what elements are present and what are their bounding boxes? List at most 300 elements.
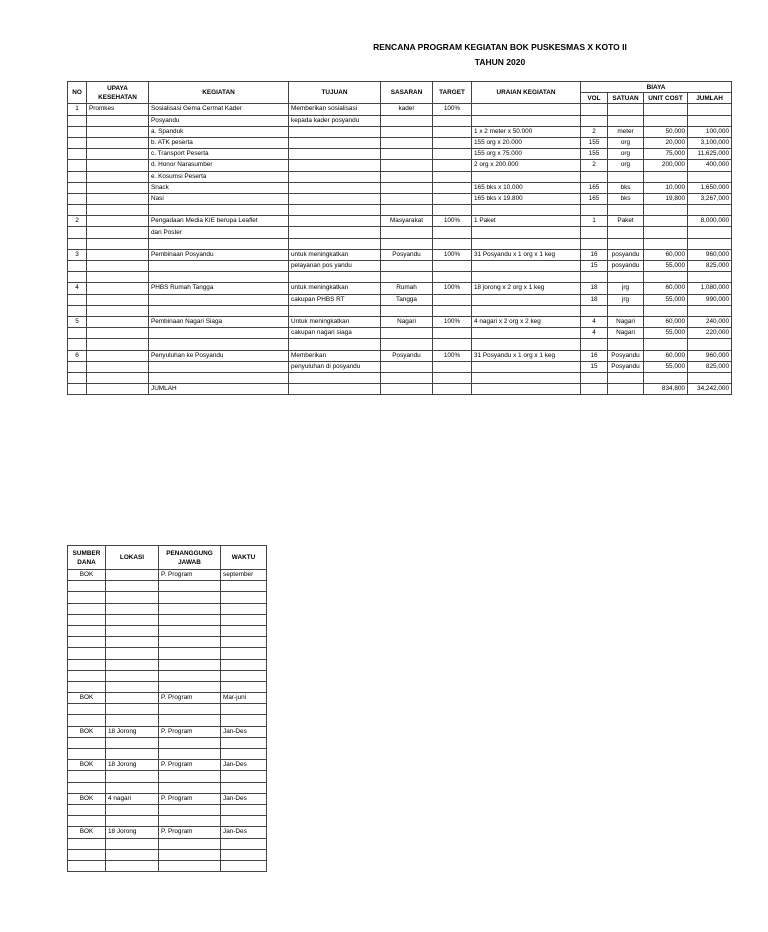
cell-unit-cost — [644, 339, 688, 350]
cell-target — [433, 227, 472, 238]
cell-penanggung-jawab — [159, 681, 221, 692]
cell-sasaran — [381, 238, 433, 249]
cell-penanggung-jawab — [159, 804, 221, 815]
table-row — [68, 704, 267, 715]
cell-sasaran: Rumah — [381, 283, 433, 294]
cell-tujuan — [289, 137, 381, 148]
cell-uraian: 4 nagari x 2 org x 2 keg — [472, 316, 581, 327]
cell-vol — [581, 238, 608, 249]
cell-sumber-dana — [68, 670, 106, 681]
cell-lokasi: 4 nagari — [106, 793, 159, 804]
cell-sasaran — [381, 227, 433, 238]
cell-uraian: 2 org x 200.000 — [472, 160, 581, 171]
cell-tujuan — [289, 216, 381, 227]
table-row — [68, 637, 267, 648]
cell-satuan: org — [608, 149, 644, 160]
table-row — [68, 625, 267, 636]
cell-sumber-dana: BOK — [68, 693, 106, 704]
cell-satuan — [608, 339, 644, 350]
cell-no: 6 — [68, 350, 87, 361]
table-row — [68, 693, 267, 704]
cell-upaya — [87, 205, 149, 216]
cell-kegiatan: PHBS Rumah Tangga — [149, 283, 289, 294]
cell-penanggung-jawab — [159, 838, 221, 849]
header-uraian: URAIAN KEGIATAN — [472, 82, 581, 104]
header-kegiatan: KEGIATAN — [149, 82, 289, 104]
cell-jumlah: 1,080,000 — [688, 283, 732, 294]
cell-upaya — [87, 115, 149, 126]
header-satuan: SATUAN — [608, 93, 644, 104]
cell-tujuan: Memberikan sosialisasi — [289, 104, 381, 115]
cell-uraian — [472, 205, 581, 216]
header-penanggung-jawab: PENANGGUNG JAWAB — [159, 546, 221, 570]
table-row — [68, 726, 267, 737]
table-row — [68, 193, 732, 204]
table-row — [68, 361, 732, 372]
table-row — [68, 283, 732, 294]
cell-vol: 155 — [581, 149, 608, 160]
cell-kegiatan: Pembinaan Nagari Siaga — [149, 316, 289, 327]
cell-target — [433, 182, 472, 193]
cell-lokasi — [106, 614, 159, 625]
cell-jumlah: 8,000,000 — [688, 216, 732, 227]
cell-kegiatan: e. Kosumsi Peserta — [149, 171, 289, 182]
cell-uraian — [472, 384, 581, 395]
cell-target — [433, 126, 472, 137]
cell-upaya — [87, 372, 149, 383]
cell-waktu — [221, 592, 267, 603]
document-year: TAHUN 2020 — [474, 57, 526, 67]
cell-target — [433, 305, 472, 316]
cell-satuan: Posyandu — [608, 350, 644, 361]
cell-kegiatan: dan Poster — [149, 227, 289, 238]
cell-tujuan: Untuk meningkatkan — [289, 316, 381, 327]
cell-kegiatan — [149, 272, 289, 283]
cell-target — [433, 261, 472, 272]
cell-uraian: 31 Posyandu x 1 org x 1 keg — [472, 350, 581, 361]
cell-uraian: 165 bks x 10.000 — [472, 182, 581, 193]
cell-upaya — [87, 350, 149, 361]
cell-tujuan — [289, 205, 381, 216]
cell-waktu — [221, 749, 267, 760]
table-row — [68, 737, 267, 748]
cell-lokasi — [106, 804, 159, 815]
cell-upaya — [87, 261, 149, 272]
cell-penanggung-jawab: P. Program — [159, 760, 221, 771]
cell-kegiatan: Posyandu — [149, 115, 289, 126]
cell-lokasi: 18 Jorong — [106, 726, 159, 737]
cell-kegiatan — [149, 205, 289, 216]
cell-satuan — [608, 384, 644, 395]
cell-vol: 15 — [581, 261, 608, 272]
cell-waktu — [221, 771, 267, 782]
cell-sasaran — [381, 115, 433, 126]
cell-lokasi — [106, 737, 159, 748]
cell-uraian — [472, 372, 581, 383]
cell-kegiatan — [149, 339, 289, 350]
cell-jumlah: 240,000 — [688, 316, 732, 327]
cell-tujuan — [289, 171, 381, 182]
cell-waktu — [221, 704, 267, 715]
table-row — [68, 782, 267, 793]
table-row — [68, 261, 732, 272]
cell-unit-cost: 10,000 — [644, 182, 688, 193]
cell-upaya — [87, 294, 149, 305]
cell-upaya — [87, 384, 149, 395]
table-row — [68, 715, 267, 726]
cell-upaya — [87, 216, 149, 227]
cell-sasaran — [381, 328, 433, 339]
cell-no — [68, 227, 87, 238]
cell-penanggung-jawab — [159, 771, 221, 782]
cell-vol — [581, 384, 608, 395]
table-row — [68, 238, 732, 249]
cell-sumber-dana — [68, 804, 106, 815]
cell-upaya — [87, 249, 149, 260]
cell-target — [433, 160, 472, 171]
cell-target — [433, 238, 472, 249]
cell-satuan: meter — [608, 126, 644, 137]
cell-no — [68, 126, 87, 137]
cell-satuan: org — [608, 160, 644, 171]
cell-sumber-dana — [68, 592, 106, 603]
cell-satuan: Posyandu — [608, 361, 644, 372]
cell-vol: 18 — [581, 294, 608, 305]
cell-upaya — [87, 283, 149, 294]
cell-no — [68, 272, 87, 283]
table-row — [68, 126, 732, 137]
cell-lokasi — [106, 670, 159, 681]
cell-tujuan — [289, 238, 381, 249]
cell-sasaran: Masyarakat — [381, 216, 433, 227]
table-row — [68, 328, 732, 339]
cell-uraian: 155 org x 20.000 — [472, 137, 581, 148]
cell-tujuan: Memberikan — [289, 350, 381, 361]
table-row — [68, 614, 267, 625]
cell-kegiatan: d. Honor Narasumber — [149, 160, 289, 171]
cell-upaya — [87, 339, 149, 350]
cell-unit-cost — [644, 305, 688, 316]
cell-tujuan — [289, 305, 381, 316]
table-row — [68, 305, 732, 316]
cell-waktu — [221, 838, 267, 849]
cell-target: 100% — [433, 104, 472, 115]
table-row — [68, 659, 267, 670]
cell-lokasi — [106, 849, 159, 860]
cell-sumber-dana — [68, 648, 106, 659]
cell-tujuan — [289, 339, 381, 350]
cell-no — [68, 339, 87, 350]
cell-vol — [581, 305, 608, 316]
cell-jumlah — [688, 339, 732, 350]
cell-uraian: 1 x 2 meter x 50.000 — [472, 126, 581, 137]
cell-kegiatan — [149, 238, 289, 249]
cell-waktu — [221, 614, 267, 625]
table-row — [68, 227, 732, 238]
table-row — [68, 681, 267, 692]
cell-kegiatan: a. Spanduk — [149, 126, 289, 137]
cell-uraian — [472, 104, 581, 115]
cell-waktu — [221, 659, 267, 670]
cell-tujuan — [289, 227, 381, 238]
cell-jumlah: 825,000 — [688, 361, 732, 372]
cell-target — [433, 384, 472, 395]
cell-jumlah: 990,000 — [688, 294, 732, 305]
cell-upaya — [87, 160, 149, 171]
cell-no — [68, 137, 87, 148]
cell-sumber-dana — [68, 625, 106, 636]
cell-no — [68, 294, 87, 305]
cell-lokasi — [106, 704, 159, 715]
cell-waktu — [221, 648, 267, 659]
cell-uraian: 31 Posyandu x 1 org x 1 keg — [472, 249, 581, 260]
cell-vol — [581, 115, 608, 126]
cell-satuan — [608, 305, 644, 316]
cell-sumber-dana — [68, 659, 106, 670]
cell-sasaran — [381, 182, 433, 193]
cell-jumlah — [688, 238, 732, 249]
cell-no — [68, 182, 87, 193]
cell-vol: 16 — [581, 249, 608, 260]
cell-satuan — [608, 227, 644, 238]
cell-waktu — [221, 849, 267, 860]
cell-sumber-dana — [68, 715, 106, 726]
cell-waktu — [221, 625, 267, 636]
cell-sumber-dana — [68, 614, 106, 625]
cell-jumlah: 34,242,000 — [688, 384, 732, 395]
cell-upaya — [87, 238, 149, 249]
cell-no — [68, 261, 87, 272]
table-row — [68, 816, 267, 827]
cell-sumber-dana — [68, 849, 106, 860]
cell-vol: 155 — [581, 137, 608, 148]
cell-no — [68, 361, 87, 372]
cell-target: 100% — [433, 249, 472, 260]
cell-vol: 18 — [581, 283, 608, 294]
cell-unit-cost — [644, 205, 688, 216]
table-row — [68, 760, 267, 771]
cell-upaya — [87, 193, 149, 204]
cell-tujuan: penyuluhan di posyandu — [289, 361, 381, 372]
cell-unit-cost: 200,000 — [644, 160, 688, 171]
table-row — [68, 648, 267, 659]
table-row — [68, 749, 267, 760]
cell-vol — [581, 339, 608, 350]
cell-lokasi — [106, 838, 159, 849]
cell-vol: 16 — [581, 350, 608, 361]
cell-satuan: Paket — [608, 216, 644, 227]
cell-unit-cost: 60,000 — [644, 316, 688, 327]
cell-unit-cost: 50,000 — [644, 126, 688, 137]
cell-vol — [581, 205, 608, 216]
table-row — [68, 793, 267, 804]
cell-uraian — [472, 272, 581, 283]
cell-unit-cost: 20,000 — [644, 137, 688, 148]
cell-unit-cost: 60,000 — [644, 283, 688, 294]
table-row — [68, 350, 732, 361]
cell-satuan: jrg — [608, 294, 644, 305]
cell-sumber-dana: BOK — [68, 793, 106, 804]
cell-lokasi — [106, 782, 159, 793]
cell-lokasi — [106, 592, 159, 603]
cell-jumlah: 3,267,000 — [688, 193, 732, 204]
cell-lokasi — [106, 637, 159, 648]
table-row — [68, 339, 732, 350]
cell-upaya — [87, 316, 149, 327]
header-lokasi: LOKASI — [106, 546, 159, 570]
cell-tujuan — [289, 160, 381, 171]
table-row — [68, 827, 267, 838]
cell-lokasi — [106, 570, 159, 581]
cell-target — [433, 372, 472, 383]
cell-waktu — [221, 637, 267, 648]
table-row — [68, 272, 732, 283]
cell-unit-cost — [644, 238, 688, 249]
cell-penanggung-jawab — [159, 637, 221, 648]
cell-penanggung-jawab — [159, 625, 221, 636]
cell-no: 5 — [68, 316, 87, 327]
cell-penanggung-jawab — [159, 659, 221, 670]
cell-jumlah — [688, 227, 732, 238]
cell-tujuan — [289, 182, 381, 193]
cell-target — [433, 171, 472, 182]
cell-penanggung-jawab — [159, 715, 221, 726]
table-row — [68, 115, 732, 126]
cell-jumlah — [688, 205, 732, 216]
cell-target: 100% — [433, 216, 472, 227]
cell-lokasi — [106, 860, 159, 871]
cell-jumlah: 825,000 — [688, 261, 732, 272]
cell-satuan: bks — [608, 193, 644, 204]
cell-kegiatan: Sosialisasi Gema Cermat Kader — [149, 104, 289, 115]
cell-penanggung-jawab — [159, 648, 221, 659]
cell-target — [433, 137, 472, 148]
cell-vol — [581, 171, 608, 182]
cell-sasaran — [381, 171, 433, 182]
table-row — [68, 849, 267, 860]
cell-vol: 165 — [581, 182, 608, 193]
cell-sumber-dana — [68, 681, 106, 692]
cell-satuan — [608, 171, 644, 182]
table-row — [68, 294, 732, 305]
cell-waktu — [221, 715, 267, 726]
table-row — [68, 149, 732, 160]
table-row — [68, 137, 732, 148]
table-row — [68, 860, 267, 871]
cell-kegiatan: Pengadaan Media KIE berupa Leaflet — [149, 216, 289, 227]
cell-satuan — [608, 238, 644, 249]
table-row — [68, 182, 732, 193]
cell-lokasi: 18 Jorong — [106, 760, 159, 771]
cell-upaya — [87, 227, 149, 238]
cell-no — [68, 193, 87, 204]
table-row — [68, 372, 732, 383]
cell-upaya: Promkes — [87, 104, 149, 115]
cell-jumlah — [688, 115, 732, 126]
cell-lokasi: 18 Jorong — [106, 827, 159, 838]
cell-tujuan — [289, 193, 381, 204]
cell-vol: 15 — [581, 361, 608, 372]
cell-penanggung-jawab — [159, 581, 221, 592]
cell-no — [68, 160, 87, 171]
cell-lokasi — [106, 749, 159, 760]
cell-no — [68, 328, 87, 339]
cell-no: 4 — [68, 283, 87, 294]
header-no: NO — [68, 82, 87, 104]
cell-lokasi — [106, 771, 159, 782]
cell-tujuan — [289, 272, 381, 283]
cell-sasaran — [381, 193, 433, 204]
cell-upaya — [87, 328, 149, 339]
cell-kegiatan — [149, 328, 289, 339]
cell-vol — [581, 227, 608, 238]
cell-upaya — [87, 272, 149, 283]
cell-penanggung-jawab: P. Program — [159, 827, 221, 838]
cell-waktu: Jan-Des — [221, 726, 267, 737]
table-row — [68, 160, 732, 171]
table-row — [68, 249, 732, 260]
cell-uraian — [472, 238, 581, 249]
cell-satuan: org — [608, 137, 644, 148]
cell-penanggung-jawab: P. Program — [159, 693, 221, 704]
cell-satuan — [608, 272, 644, 283]
cell-lokasi — [106, 648, 159, 659]
table-row — [68, 603, 267, 614]
cell-kegiatan: Penyuluhan ke Posyandu — [149, 350, 289, 361]
table-row — [68, 592, 267, 603]
cell-satuan: Nagari — [608, 316, 644, 327]
cell-tujuan: pelayanan pos yandu — [289, 261, 381, 272]
cell-uraian: 18 jorong x 2 org x 1 keg — [472, 283, 581, 294]
table-row — [68, 570, 267, 581]
cell-tujuan — [289, 384, 381, 395]
cell-tujuan: kepada kader posyandu — [289, 115, 381, 126]
table-row — [68, 316, 732, 327]
cell-sasaran — [381, 160, 433, 171]
cell-vol — [581, 372, 608, 383]
cell-no — [68, 171, 87, 182]
cell-waktu — [221, 816, 267, 827]
cell-unit-cost: 60,000 — [644, 350, 688, 361]
cell-waktu: Jan-Des — [221, 827, 267, 838]
cell-penanggung-jawab — [159, 614, 221, 625]
cell-tujuan: cakupan nagari siaga — [289, 328, 381, 339]
cell-sumber-dana — [68, 771, 106, 782]
cell-jumlah: 1,650,000 — [688, 182, 732, 193]
table-row — [68, 581, 267, 592]
cell-sasaran: Posyandu — [381, 249, 433, 260]
cell-waktu — [221, 860, 267, 871]
cell-penanggung-jawab — [159, 592, 221, 603]
cell-kegiatan: Snack — [149, 182, 289, 193]
cell-satuan — [608, 372, 644, 383]
cell-unit-cost — [644, 104, 688, 115]
cell-sumber-dana — [68, 782, 106, 793]
cell-uraian — [472, 115, 581, 126]
cell-jumlah: 400,000 — [688, 160, 732, 171]
cell-satuan: posyandu — [608, 261, 644, 272]
cell-no — [68, 115, 87, 126]
cell-satuan: posyandu — [608, 249, 644, 260]
cell-jumlah: 960,000 — [688, 249, 732, 260]
table-row — [68, 171, 732, 182]
cell-sumber-dana — [68, 860, 106, 871]
cell-penanggung-jawab — [159, 670, 221, 681]
cell-sumber-dana — [68, 737, 106, 748]
cell-target: 100% — [433, 283, 472, 294]
cell-satuan: Nagari — [608, 328, 644, 339]
cell-jumlah — [688, 372, 732, 383]
